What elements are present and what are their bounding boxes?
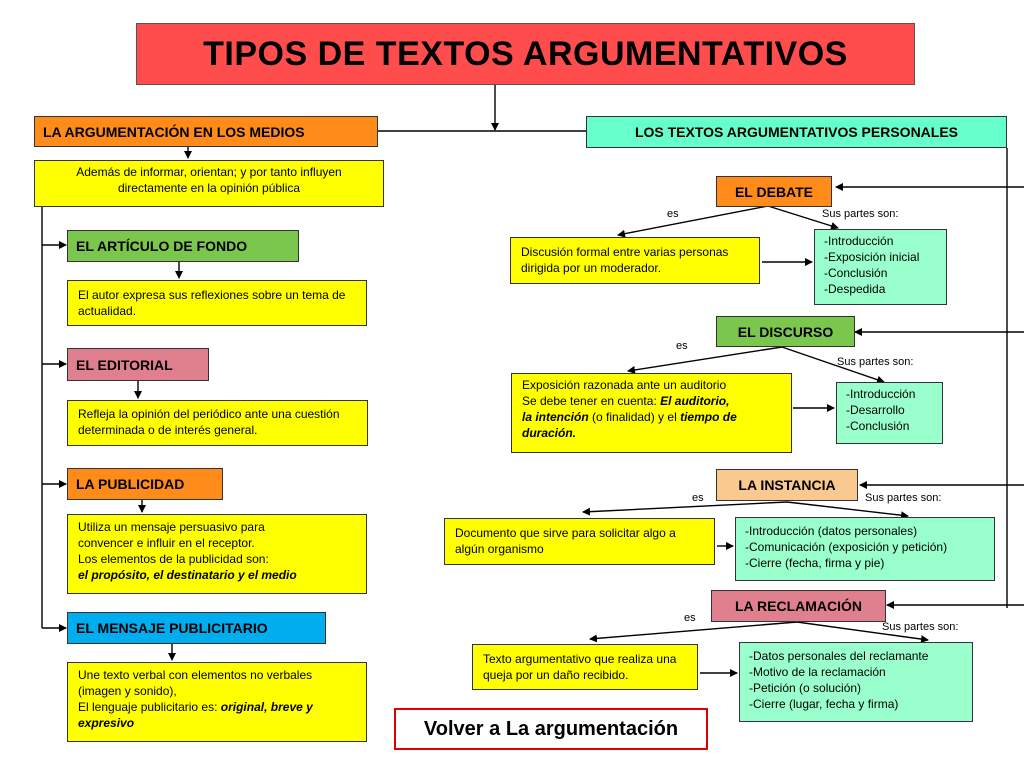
media-description: Además de informar, orientan; y por tanto influyen directamente en la opinión pública [34,160,384,207]
speech-audience: El auditorio, [660,394,730,408]
speech-part: -Conclusión [846,419,910,433]
request-part: -Cierre (fecha, firma y pie) [745,556,885,570]
request-parts-label: Sus partes son: [865,492,942,504]
advertising-text-line: Utiliza un mensaje persuasivo para [78,520,265,534]
speech-definition-line [522,393,781,409]
advertising-elements: el propósito, el destinatario y el medio [78,568,297,582]
ad-message-emphasis: original, breve y expresivo [78,700,313,730]
advertising-text-line: Los elementos de la publicidad son: [78,552,269,566]
speech-definition-line [522,409,781,425]
speech-part: -Introducción [846,387,916,401]
complaint-part: -Petición (o solución) [749,681,862,695]
editorial-label: EL EDITORIAL [67,348,209,381]
debate-es-label: es [667,208,679,220]
speech-part: -Desarrollo [846,403,905,417]
ad-message-text [67,662,367,742]
complaint-parts [739,642,973,722]
speech-definition [511,373,792,453]
article-text: El autor expresa sus reflexiones sobre un tema de actualidad. [67,280,367,326]
complaint-part: -Motivo de la reclamación [749,665,886,679]
media-argumentation-header: LA ARGUMENTACIÓN EN LOS MEDIOS [34,116,378,147]
speech-parts-label: Sus partes son: [837,356,914,368]
speech-definition-line: Exposición razonada ante un auditorio [522,378,727,392]
back-to-argumentation-link[interactable]: Volver a La argumentación [394,708,708,750]
debate-part: -Conclusión [824,266,888,280]
debate-definition: Discusión formal entre varias personas dirigida por un moderador. [510,237,760,284]
complaint-es-label: es [684,612,696,624]
personal-texts-header: LOS TEXTOS ARGUMENTATIVOS PERSONALES [586,116,1007,148]
request-parts [735,517,995,581]
advertising-text [67,514,367,594]
speech-intention: la intención [522,410,589,424]
request-label: LA INSTANCIA [716,469,858,501]
complaint-definition: Texto argumentativo que realiza una queja por un daño recibido. [472,644,698,690]
debate-part: -Exposición inicial [824,250,920,264]
speech-label: EL DISCURSO [716,316,855,347]
complaint-label: LA RECLAMACIÓN [711,590,886,622]
ad-message-prefix: El lenguaje publicitario es: [78,700,221,714]
complaint-parts-label: Sus partes son: [882,621,959,633]
article-label: EL ARTÍCULO DE FONDO [67,230,299,262]
request-es-label: es [692,492,704,504]
advertising-label: LA PUBLICIDAD [67,468,223,500]
speech-time: tiempo de [680,410,737,424]
speech-purpose: (o finalidad) y el [588,410,681,424]
complaint-part: -Cierre (lugar, fecha y firma) [749,697,899,711]
page-title: TIPOS DE TEXTOS ARGUMENTATIVOS [136,23,915,85]
debate-label: EL DEBATE [716,176,832,207]
ad-message-label: EL MENSAJE PUBLICITARIO [67,612,326,644]
advertising-text-line: convencer e influir en el receptor. [78,536,255,550]
request-definition: Documento que sirve para solicitar algo a algún organismo [444,518,715,565]
ad-message-text-line: Une texto verbal con elementos no verbales [78,668,313,682]
request-part: -Introducción (datos personales) [745,524,918,538]
complaint-part: -Datos personales del reclamante [749,649,929,663]
speech-es-label: es [676,340,688,352]
request-part: -Comunicación (exposición y petición) [745,540,948,554]
speech-duration: duración. [522,426,577,440]
debate-part: -Introducción [824,234,894,248]
debate-parts [814,229,947,305]
editorial-text: Refleja la opinión del periódico ante una cuestión determinada o de interés general. [67,400,368,446]
ad-message-text-line: (imagen y sonido), [78,684,177,698]
debate-parts-label: Sus partes son: [822,208,899,220]
speech-parts [836,382,943,444]
ad-message-text-line [78,699,356,731]
debate-part: -Despedida [824,282,886,296]
speech-consider-prefix: Se debe tener en cuenta: [522,394,661,408]
